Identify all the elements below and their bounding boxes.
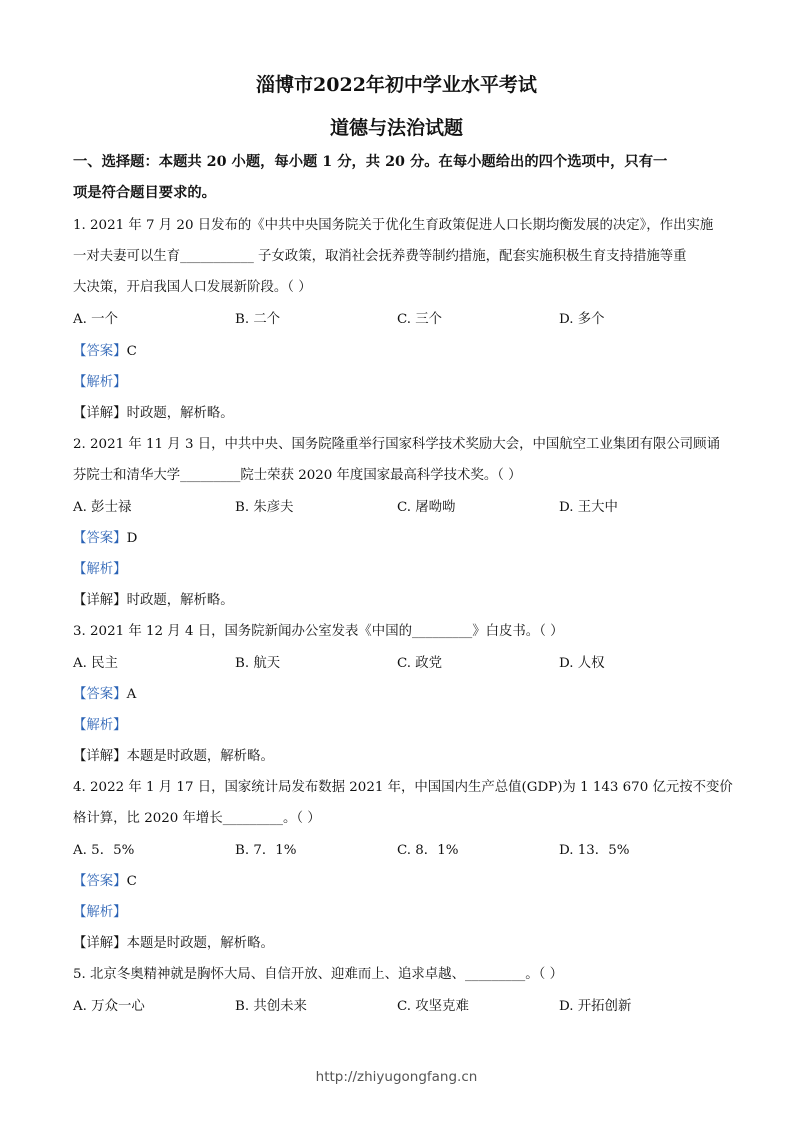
q1-detail bbox=[73, 402, 723, 421]
q1-text-line2: 一对夫妻可以生育___________ 子女政策，取消社会抚养费等制约措施，配套实施积极生育支持措施等重 bbox=[73, 249, 687, 264]
q2-option-b: B. 朱彦夫 bbox=[235, 500, 294, 515]
q4-answer-value: C bbox=[126, 874, 137, 889]
q2-detail bbox=[73, 589, 723, 608]
answer-label: 【答案】 bbox=[73, 531, 127, 546]
q4-option-b: B. 7．1% bbox=[235, 843, 297, 858]
detail-label: 【详解】 bbox=[73, 936, 127, 951]
detail-label: 【详解】 bbox=[73, 593, 127, 608]
q5-text-line1: 5. 北京冬奥精神就是胸怀大局、自信开放、迎难而上、追求卓越、_________。（ ） bbox=[73, 967, 563, 982]
q5-option-a: A. 万众一心 bbox=[73, 999, 145, 1014]
q4-detail bbox=[73, 932, 723, 951]
detail-label: 【详解】 bbox=[73, 406, 127, 421]
q1-answer-value: C bbox=[126, 344, 137, 359]
q1-text-line1: 1. 2021 年 7 月 20 日发布的《中共中央国务院关于优化生育政策促进人口长期均衡发展的决定》，作出实施 bbox=[73, 218, 714, 233]
q3-answer bbox=[73, 683, 723, 702]
exam-title: 淄博市2022年初中学业水平考试 bbox=[256, 74, 537, 96]
q3-option-c: C. 政党 bbox=[397, 656, 443, 671]
q1-option-c: C. 三个 bbox=[397, 312, 443, 327]
q3-analysis bbox=[73, 714, 723, 733]
q3-text-line1: 3. 2021 年 12 月 4 日，国务院新闻办公室发表《中国的_________》白皮书。（ ） bbox=[73, 624, 564, 639]
q1-option-d: D. 多个 bbox=[559, 312, 605, 327]
q2-answer-value: D bbox=[126, 531, 138, 546]
q1-answer bbox=[73, 340, 723, 359]
answer-label: 【答案】 bbox=[73, 874, 127, 889]
q3-detail-text: 本题是时政题，解析略。 bbox=[126, 749, 274, 764]
q2-text-line2: 芬院士和清华大学_________院士荣获 2020 年度国家最高科学技术奖。（ ） bbox=[73, 468, 522, 483]
q2-option-c: C. 屠呦呦 bbox=[397, 500, 456, 515]
q3-detail bbox=[73, 745, 723, 764]
footer-url[interactable]: http://zhiyugongfang.cn bbox=[315, 1069, 478, 1085]
answer-label: 【答案】 bbox=[73, 344, 127, 359]
q4-answer bbox=[73, 870, 723, 889]
exam-subtitle: 道德与法治试题 bbox=[329, 117, 463, 139]
q5-option-c: C. 攻坚克难 bbox=[397, 999, 469, 1014]
q5-option-d: D. 开拓创新 bbox=[559, 999, 632, 1014]
q2-option-a: A. 彭士禄 bbox=[73, 500, 132, 515]
q2-detail-text: 时政题，解析略。 bbox=[126, 593, 234, 608]
q2-analysis bbox=[73, 558, 723, 577]
q4-option-d: D. 13．5% bbox=[559, 843, 630, 858]
q1-option-a: A. 一个 bbox=[73, 312, 118, 327]
q4-analysis bbox=[73, 901, 723, 920]
section-heading-line2: 项是符合题目要求的。 bbox=[73, 185, 216, 201]
analysis-label: 【解析】 bbox=[73, 905, 127, 920]
q3-answer-value: A bbox=[126, 687, 137, 702]
q3-option-b: B. 航天 bbox=[235, 656, 281, 671]
q2-option-d: D. 王大中 bbox=[559, 500, 618, 515]
q1-analysis bbox=[73, 371, 723, 390]
q4-text-line1: 4. 2022 年 1 月 17 日，国家统计局发布数据 2021 年，中国国内生产总值(GDP)为 1 143 670 亿元按不变价 bbox=[73, 780, 733, 795]
q3-option-a: A. 民主 bbox=[73, 656, 118, 671]
analysis-label: 【解析】 bbox=[73, 718, 127, 733]
q5-option-b: B. 共创未来 bbox=[235, 999, 307, 1014]
q1-detail-text: 时政题，解析略。 bbox=[126, 406, 234, 421]
q4-detail-text: 本题是时政题，解析略。 bbox=[126, 936, 274, 951]
section-heading-line1: 一、选择题：本题共 20 小题，每小题 1 分，共 20 分。在每小题给出的四个选项中，只有一 bbox=[73, 154, 668, 170]
answer-label: 【答案】 bbox=[73, 687, 127, 702]
q4-text-line2: 格计算，比 2020 年增长_________。（ ） bbox=[73, 811, 321, 826]
analysis-label: 【解析】 bbox=[73, 562, 127, 577]
q4-option-c: C. 8．1% bbox=[397, 843, 459, 858]
q4-option-a: A. 5．5% bbox=[73, 843, 135, 858]
analysis-label: 【解析】 bbox=[73, 375, 127, 390]
detail-label: 【详解】 bbox=[73, 749, 127, 764]
q3-option-d: D. 人权 bbox=[559, 656, 605, 671]
q1-text-line3: 大决策，开启我国人口发展新阶段。（ ） bbox=[73, 280, 312, 295]
q2-text-line1: 2. 2021 年 11 月 3 日，中共中央、国务院隆重举行国家科学技术奖励大会，中国航空工业集团有限公司顾诵 bbox=[73, 437, 720, 452]
q1-option-b: B. 二个 bbox=[235, 312, 281, 327]
q2-answer bbox=[73, 527, 723, 546]
